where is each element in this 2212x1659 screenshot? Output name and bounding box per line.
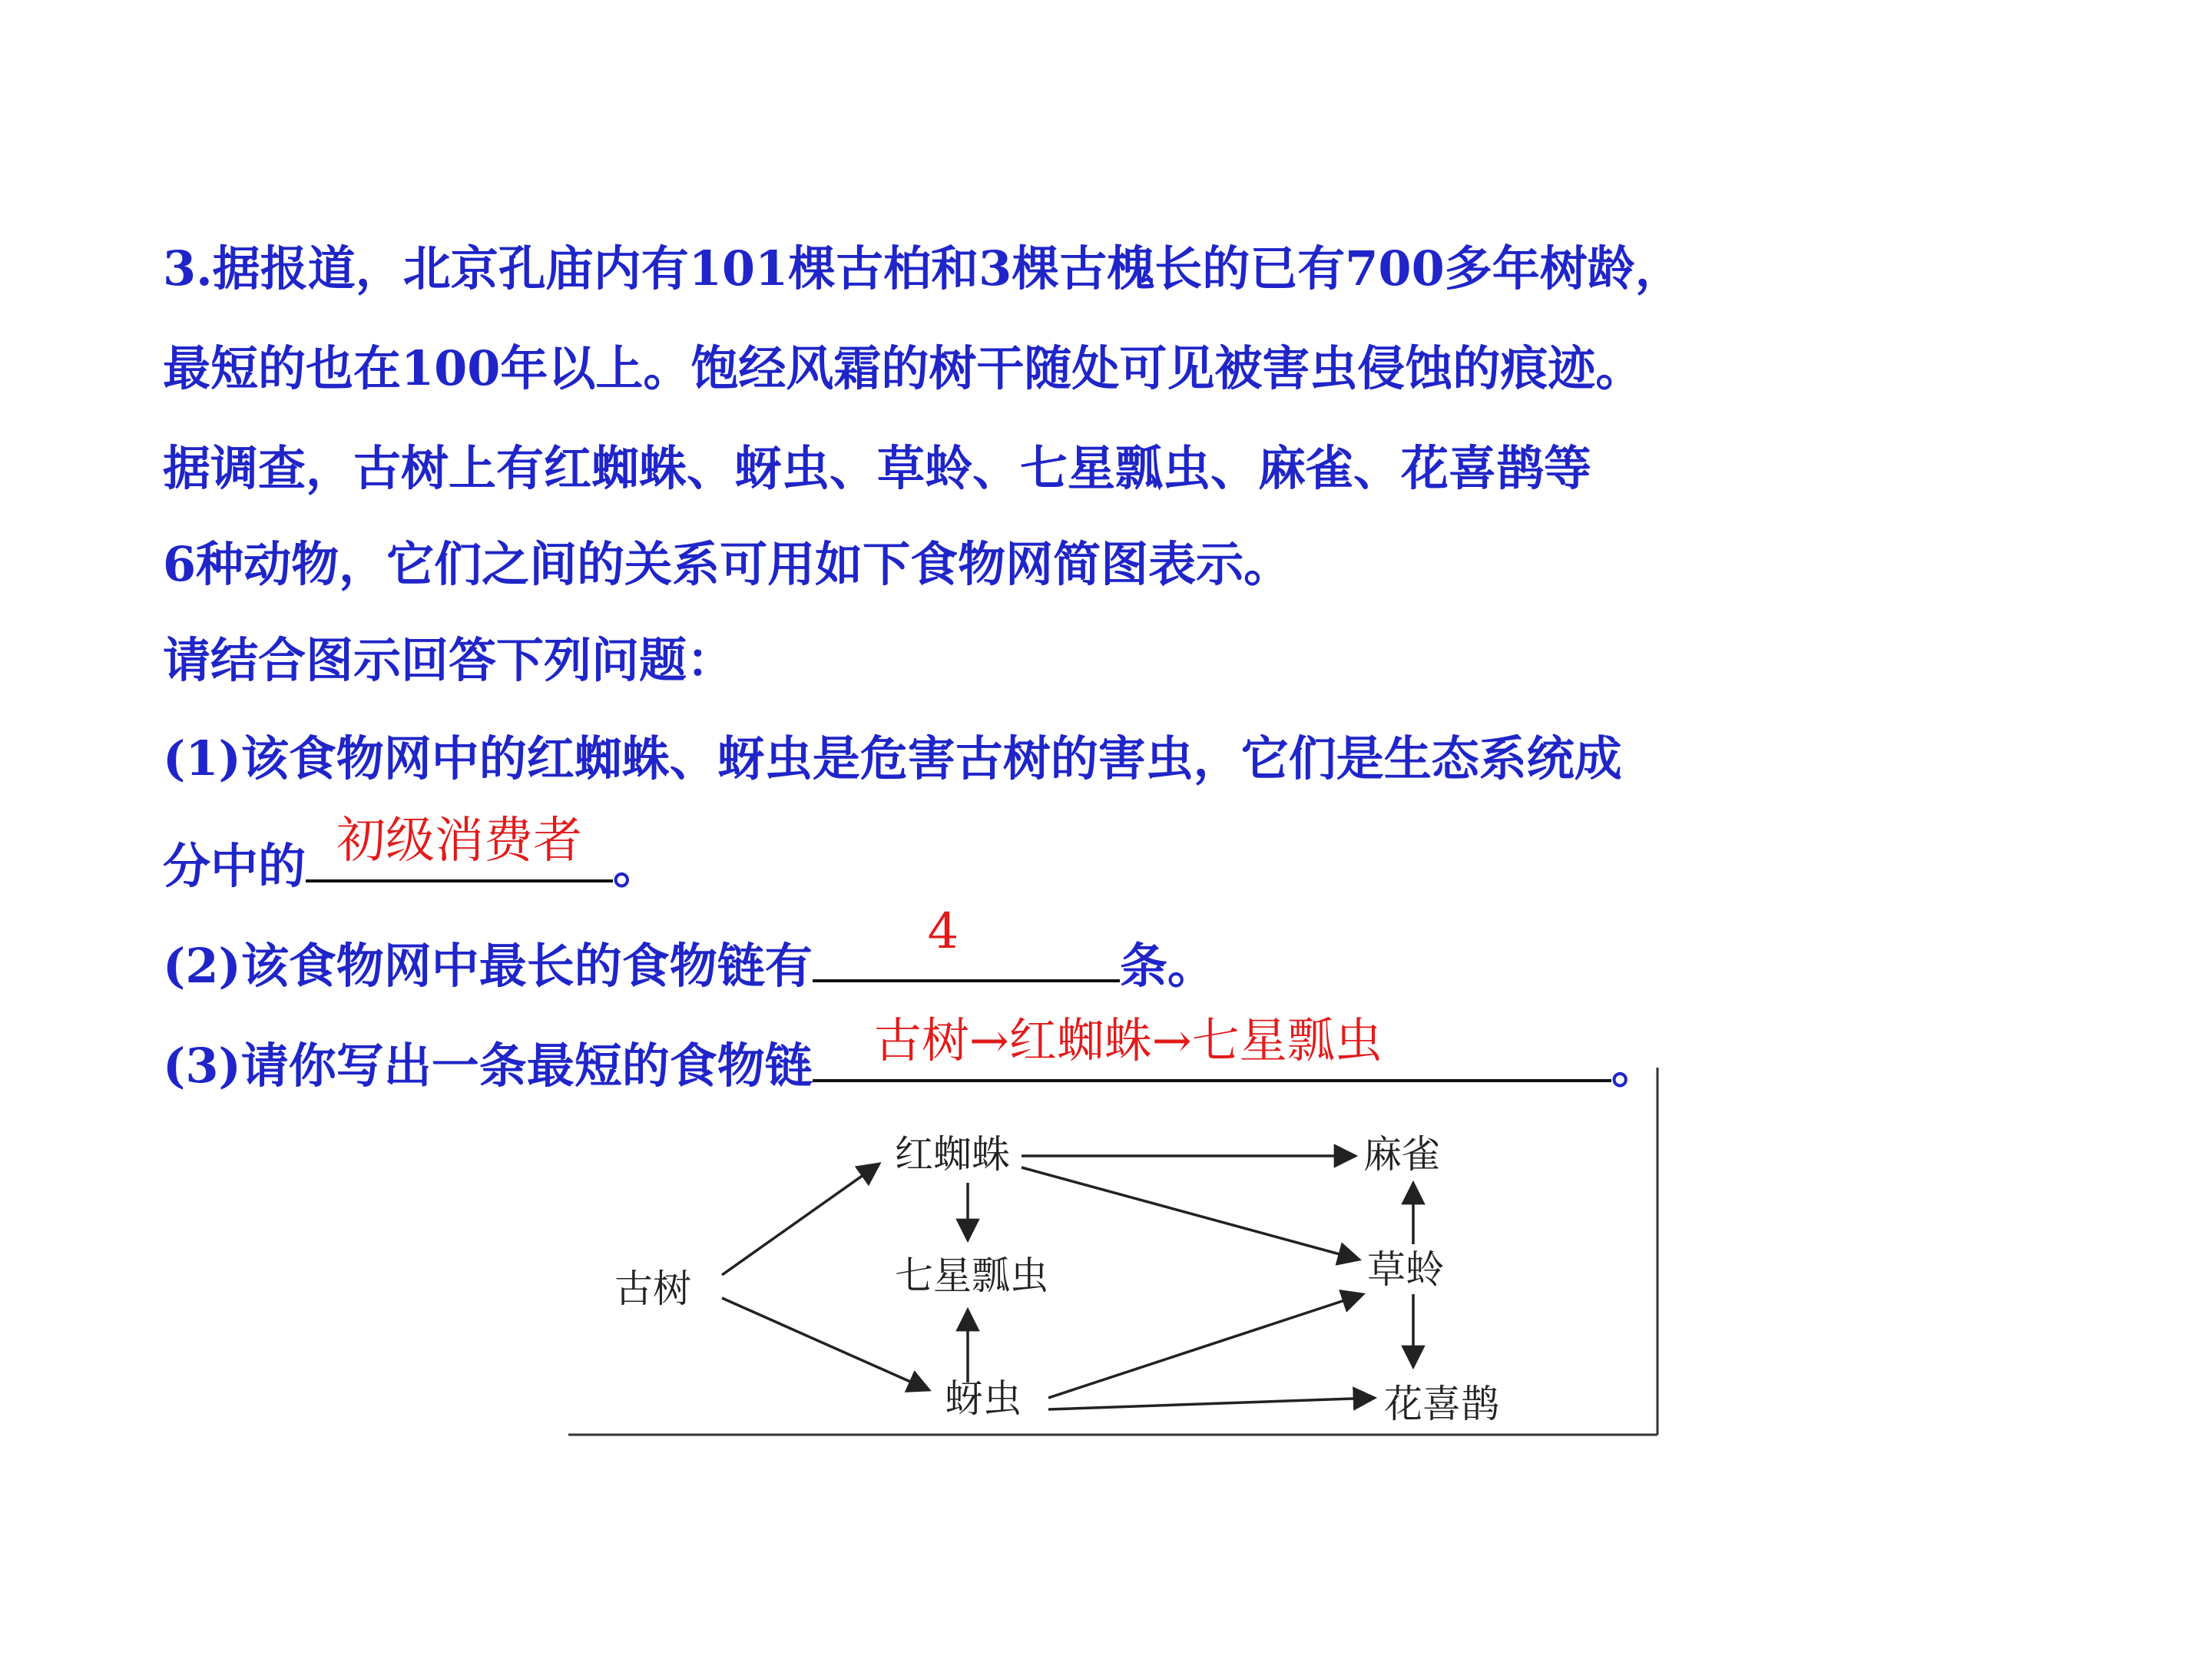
question-line-5: 请结合图示回答下列问题： — [163, 632, 735, 688]
question-line-1: 3.据报道，北京孔庙内有101棵古柏和3棵古槐长的已有700多年树龄， — [163, 240, 1683, 296]
food-web-diagram — [568, 1068, 1674, 1455]
node-aphid: 蚜虫 — [945, 1376, 1022, 1421]
arrow-tree-aphid — [722, 1298, 929, 1390]
arrow-redspider-lacewing — [1022, 1167, 1359, 1260]
node-sparrow: 麻雀 — [1363, 1132, 1440, 1177]
question-line-2: 最短的也在100年以上。饱经风霜的树干随处可见被害虫侵蚀的痕迹。 — [163, 340, 1644, 396]
arrow-aphid-magpie — [1048, 1398, 1375, 1409]
q2-line — [163, 903, 1215, 997]
node-magpie: 花喜鹊 — [1384, 1382, 1499, 1426]
q1-prefix: 分中的 — [163, 838, 306, 894]
q2-answer-blank[interactable] — [813, 903, 1120, 982]
node-tree: 古树 — [614, 1267, 691, 1311]
arrow-tree-redspider — [722, 1164, 879, 1275]
q2-answer: 4 — [927, 903, 959, 960]
q2-prefix: (2)该食物网中最长的食物链有 — [163, 938, 813, 994]
q1-line-1: (1)该食物网中的红蜘蛛、蚜虫是危害古树的害虫，它们是生态系统成 — [163, 730, 1622, 786]
q3-suffix: 。 — [1611, 1038, 1659, 1094]
node-lacewing: 草蛉 — [1367, 1247, 1444, 1292]
node-ladybug: 七星瓢虫 — [895, 1253, 1048, 1298]
arrow-aphid-lacewing — [1048, 1294, 1363, 1398]
q1-line-2 — [163, 813, 661, 897]
question-line-3: 据调查，古树上有红蜘蛛、蚜虫、草蛉、七星瓢虫、麻雀、花喜鹊等 — [163, 440, 1592, 496]
q1-suffix: 。 — [613, 838, 661, 894]
q2-suffix: 条。 — [1119, 938, 1215, 994]
node-red-spider: 红蜘蛛 — [895, 1132, 1010, 1177]
question-line-4: 6种动物，它们之间的关系可用如下食物网简图表示。 — [163, 536, 1292, 592]
q3-prefix: (3)请你写出一条最短的食物链 — [163, 1038, 813, 1094]
q3-answer: 古树→红蜘蛛→七星瓢虫 — [873, 1012, 1382, 1068]
q1-answer-blank[interactable] — [306, 813, 613, 882]
q1-answer: 初级消费者 — [336, 813, 583, 869]
